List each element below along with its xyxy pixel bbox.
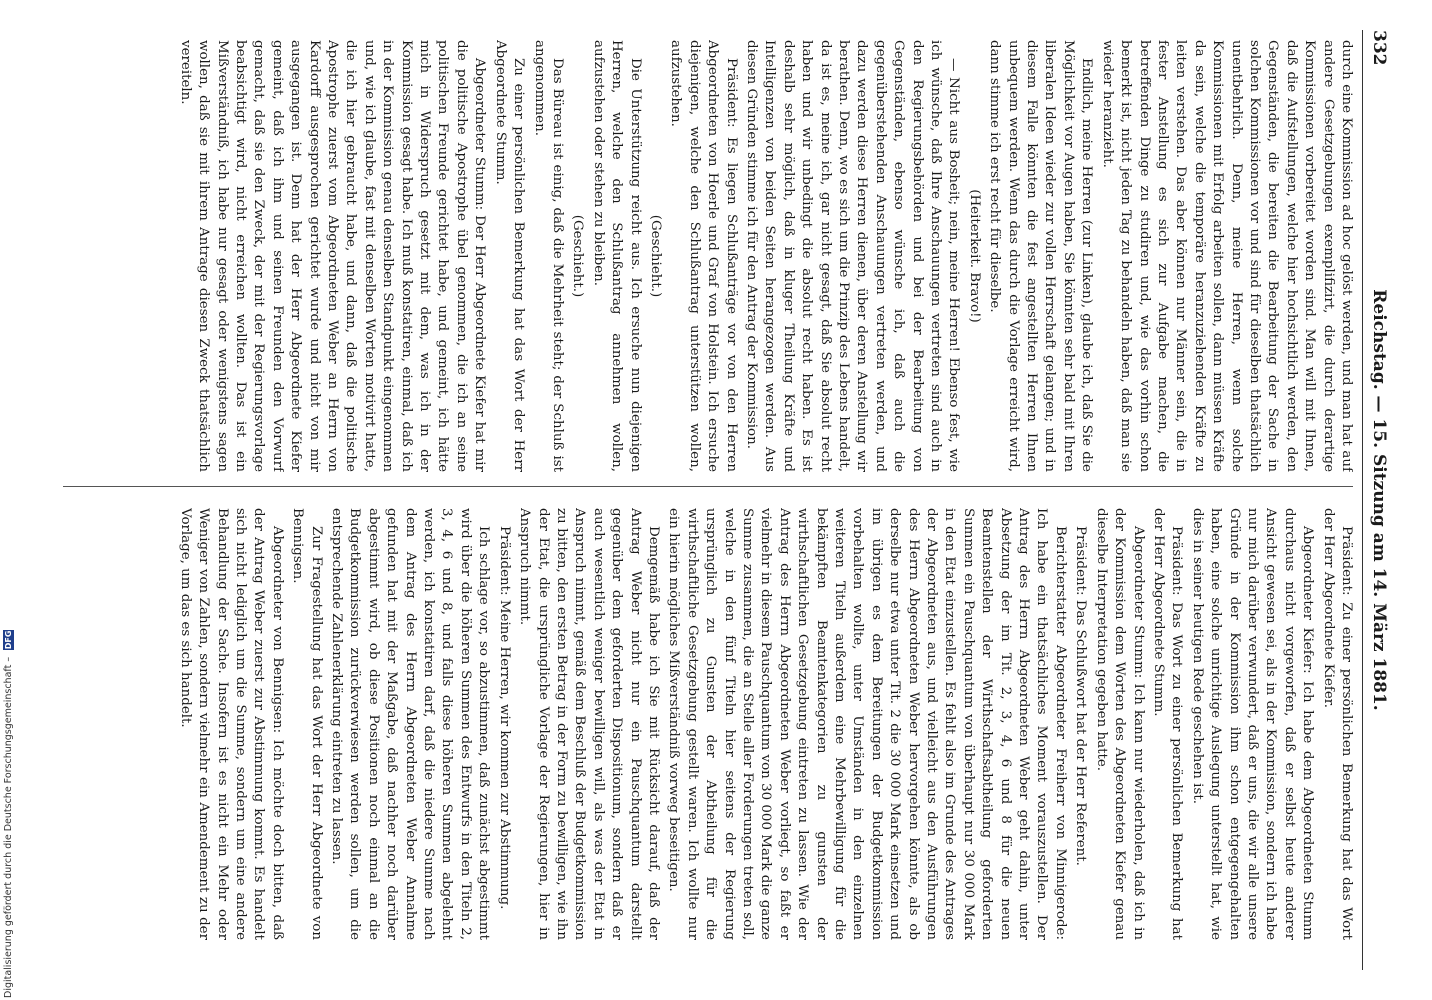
stage-direction: (Heiterkeit. Bravo!) xyxy=(966,189,982,323)
paragraph: Abgeordneter Stumm: Der Herr Abgeordnete Kiefer hat mir die politische Apostrophe übel genommen, die ich an seine politischen Freunde gerichtet habe, und gemeint, ich hätte mich in Widerspruch gesetzt mit dem, was ich in der Kommission gesagt habe. Ich muß konstatiren, einmal, daß ich in der Kommission genau denselben Standpunkt eingenommen und, wie ich glaube, fast mit denselben Worten motivirt hatte, die ich hier gebraucht habe, und dann, daß die politische Apostrophe zuerst vom Abgeordneten Weber an Herrn von Kardorff ausgesprochen gerichtet wurde und nicht von mir ausgegangen ist. Denn hat der Herr Abgeordnete Kiefer gemeint, daß ich ihm und seinen Freunden den Vorwurf gemacht, daß sie den Zweck, der mit der Regierungsvorlage beabsichtigt wird, nicht erreichen wollten. Das ist ein Mißverständniß, ich habe nur gesagt oder wenigstens sagen wollen, daß sie mit ihrem Antrage diesen Zweck thatsächlich vereiteln. xyxy=(177,40,488,472)
column-divider xyxy=(63,486,1353,487)
right-column xyxy=(55,508,1355,940)
left-column xyxy=(55,40,1355,472)
page-number: 332 xyxy=(1369,30,1389,66)
paragraph: Zur Fragestellung hat das Wort der Herr Abgeordnete von Bennigsen. xyxy=(290,508,324,940)
paragraph: Zu einer persönlichen Bemerkung hat das Wort der Herr Abgeordnete Stumm. xyxy=(492,40,527,472)
paragraph: Abgeordneter von Bennigsen: Ich möchte doch bitten, daß der Antrag Weber zuerst zur Abstimmung kommt. Es handelt sich nicht lediglich um die Summe, sondern um eine andere Behandlung der Sache. Insofern ist es nicht ein Mehr oder Weniger von Zahlen, sondern vielmehr ein Amendement zu der Vorlage, um das es sich handelt. xyxy=(177,508,285,940)
dfg-logo-icon: DFG xyxy=(4,630,13,650)
stage-direction: (Geschieht.) xyxy=(570,214,586,298)
paragraph: Berichterstatter Abgeordneter Freiherr von Minnigerode: Ich habe ein thatsächliches Moment vorauszustellen. Der Antrag des Herrn Abgeordneten Weber geht dahin, unter Absetzung der im Tit. 2, 3, 4, 6 und 8 für die neuen Beamtenstellen der Wirthschaftsabtheilung geforderten Summen ein Pauschquantum von überhaupt nur 30 000 Mark in den Etat einzustellen. Es fehlt also im Grunde des Antrages der Abgeordneten aus, und vielleicht aus den Ausführungen des Herrn Abgeordneten Weber hervorgehen könnte, als ob derselbe nur etwa unter Tit. 2 die 30 000 Mark einsetzen und im übrigen es dem Bereitungen der Budgetkommission vorbehalten wollte, unter Umständen in den einzelnen weiteren Titeln außerdem eine Mehrbewilligung für die bekämpften Beamtenkategorien zu gunsten der wirthschaftlichen Gesetzgebung eintreten zu lassen. Wie der Antrag des Herrn Abgeordneten Weber vorliegt, so faßt er vielmehr in diesem Pauschquantum von 30 000 Mark die ganze Summe zusammen, die an Stelle aller Forderungen treten soll, welche in den fünf Titeln hier seitens der Regierung ursprünglich zu Gunsten der Abtheilung für die wirthschaftliche Gesetzgebung gestellt waren. Ich wollte nur ein hierin mögliches Mißverständniß vorweg beseitigen. xyxy=(666,508,1068,940)
paragraph: Präsident: Das Wort zu einer persönlichen Bemerkung hat der Herr Abgeordnete Stumm. xyxy=(1150,508,1185,940)
paragraph: Präsident: Zu einer persönlichen Bemerkung hat das Wort der Herr Abgeordnete Kiefer. xyxy=(1320,508,1354,940)
paragraph: Das Büreau ist einig, daß die Mehrheit steht; der Schluß ist angenommen. xyxy=(531,40,565,472)
paragraph: — Nicht aus Bosheit; nein, meine Herren! Ebenso fest, wie ich wünsche, daß Ihre Anschauungen vertreten sind auch in den Regierungsbehörden und bei der Bearbeitung von Gegenständen, ebenso wünsche ich, daß auch die gegenüberstehenden Anschauungen vertreten werden, und dazu werden diese Herren dienen, über deren Anstellung wir berathen. Denn, wo es sich um die Prinzip des Lebens handelt, da ist es, meine ich, gar nicht gesagt, daß Sie absolut recht haben und wir unbedingt die absolut recht haben. Es ist deshalb sehr möglich, daß in kluger Theilung Kräfte und Intelligenzen von beiden Seiten herangezogen werden. Aus diesen Gründen stimme ich für den Antrag der Kommission. xyxy=(744,40,962,472)
footer-credit: Digitalisierung gefördert durch die Deutsche Forschungsgemeinschaft – xyxy=(3,656,14,998)
page-header xyxy=(1362,30,1393,970)
paragraph: Abgeordneter Stumm: Ich kann nur wiederholen, daß ich in der Kommission dem Worten des Abgeordneten Kiefer genau dieselbe Interpretation gegeben hatte. xyxy=(1093,508,1146,940)
paragraph: Ich schlage vor, so abzustimmen, daß zunächst abgestimmt wird über die höheren Summen des Entwurfs in den Titeln 2, 3, 4, 6 und 8, und falls diese höheren Summen abgelehnt werden, ich konstatiren darf, daß die niedere Summe nach dem Antrag des Herrn Abgeordneten Weber Annahme gefunden hat mit der Maßgabe, daß nachher noch darüber abgestimmt wird, ob diese Positionen noch einmal an die Budgetkommission zurückverwiesen werden sollen, um die entsprechende Zahlenerklärung eintreten zu lassen. xyxy=(329,508,492,940)
paragraph: Präsident: Es liegen Schlußanträge vor von den Herren Abgeordneten von Hoerle und Graf von Holstein. Ich ersuche diejenigen, welche den Schlußantrag unterstützen wollen, aufzustehen. xyxy=(668,40,739,472)
paragraph: durch eine Kommission ad hoc gelöst werden, und man hat auf andere Gesetzgebungen exemplifizirt, die durch derartige Kommissionen vorbereitet worden sind. Man will mit Ihnen, daß die Aufstellungen, welche hier hochsichtlich werden, den Gegenständen, die bereiten die Bearbeitung der Sache in solchen Kommissionen vor und sind für dieselben thatsächlich unentbehrlich. Denn, meine Herren, wenn solche Kommissionen mit Erfolg arbeiten sollen, dann müssen Kräfte da sein, welche die temporäre heranzuziehenden Kräfte zu leiten verstehen. Das aber können nur Männer sein, die in fester Anstellung es sich zur Aufgabe machen, die betreffenden Dinge zu studiren und, wie das vorhin schon bemerkt ist, nicht jeden Tag zu behandeln haben, daß man sie wieder heranzieht. xyxy=(1099,40,1354,472)
paragraph: Präsident: Das Schlußwort hat der Herr Referent. xyxy=(1073,526,1089,866)
paragraph: Präsident: Meine Herren, wir kommen zur Abstimmung. xyxy=(496,526,512,910)
paragraph: Abgeordneter Kiefer: Ich habe dem Abgeordneten Stumm durchaus nicht vorgeworfen, daß er selbst heute anderer Ansicht gewesen sei, als in der Kommission, sondern ich habe nur mich darüber verwundert, daß er uns, die wir alle unsere Gründe in der Kommission ihm schon entgegengehalten haben, eine solche unrichtige Auslegung unterstellt hat, wie dies in seiner heutigen Rede geschehen ist. xyxy=(1189,508,1316,940)
paragraph: Demgemäß habe ich Sie mit Rücksicht darauf, daß der Antrag Weber nicht nur ein Pauschquantum darstellt gegenüber dem geforderten Dispositionum, sondern daß er auch wesentlich weniger bewilligen will, als was der Etat in Anspruch nimmt, gemäß dem Beschluß der Budgetkommission zu bitten, den ersten Betrag in der Form zu bewilligen, wie ihn der Etat, die ursprüngliche Vorlage der Regierungen, hier in Anspruch nimmt. xyxy=(517,508,661,940)
paragraph: Endlich, meine Herren (zur Linken), glaube ich, daß Sie die Möglichkeit vor Augen haben, Sie könnten sehr bald mit Ihren liberalen Ideen wieder zur vollen Herrschaft gelangen; und in diesem Falle könnten die fest angestellten Herren Ihnen unbequem werden. Wenn das durch die Vorlage erreicht wird, dann stimme ich erst recht für dieselbe. xyxy=(987,40,1095,472)
page-title: Reichstag. — 15. Sitzung am 14. März 1881. xyxy=(1369,289,1389,711)
paragraph: Die Unterstützung reicht aus. Ich ersuche nun diejenigen Herren, welche den Schlußantrag annehmen wollen, aufzustehen oder stehen zu bleiben. xyxy=(590,40,643,472)
stage-direction: (Geschieht.) xyxy=(647,214,663,298)
newspaper-page xyxy=(35,0,1415,1000)
